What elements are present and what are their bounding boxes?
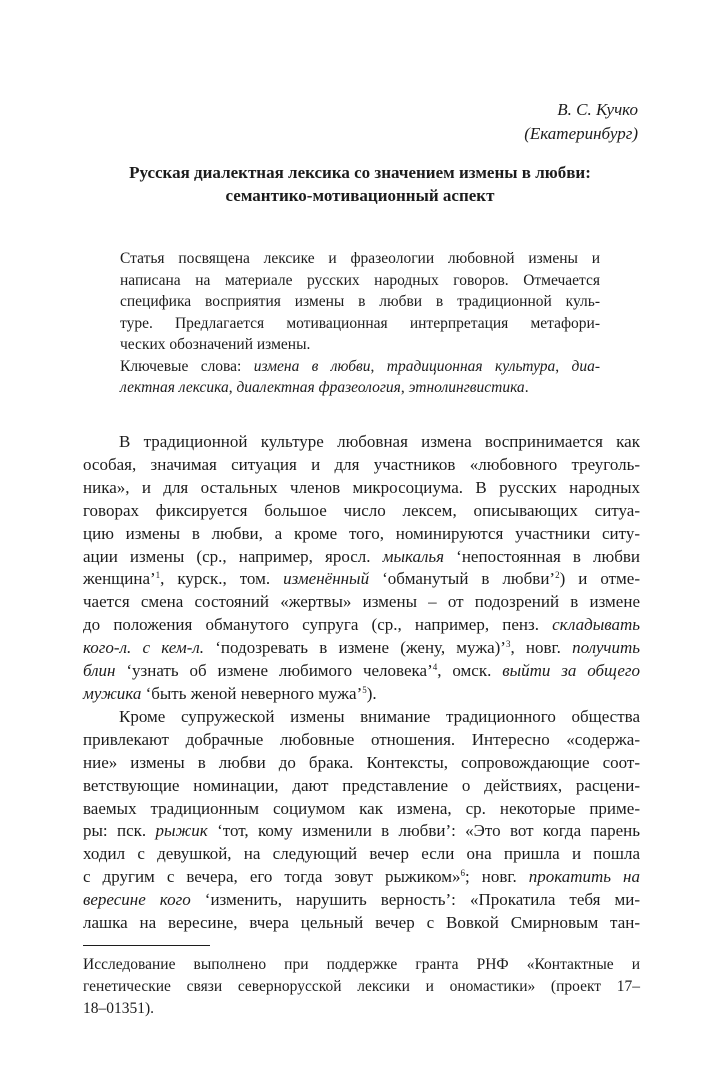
term: прокатить на bbox=[528, 867, 640, 887]
text-run: ‘подозревать в измене (жену, мужа)’ bbox=[204, 638, 506, 658]
term: кого-л. с кем-л. bbox=[83, 638, 205, 658]
separator: , bbox=[555, 357, 572, 375]
keyword: этнолингвистика bbox=[408, 379, 525, 396]
body-line bbox=[83, 614, 640, 637]
keyword: измена в любви bbox=[253, 357, 371, 375]
body-line: чается смена состояний «жертвы» измены – от подозрений в измене bbox=[83, 592, 640, 612]
author-city: (Екатеринбург) bbox=[524, 124, 638, 143]
abstract-line: ческих обозначений измены. bbox=[120, 336, 311, 353]
keyword: традиционная культура bbox=[386, 357, 556, 375]
footnote bbox=[83, 954, 640, 1020]
text-run: , курск., том. bbox=[160, 569, 284, 589]
text-run: женщина’ bbox=[83, 569, 156, 589]
footnote-ref: 2 bbox=[555, 570, 560, 581]
body-line: лашка на вересине, вчера цельный вечер с Вовкой Смирновым тан- bbox=[83, 913, 640, 933]
body-line bbox=[83, 660, 640, 683]
term: выйти за общего bbox=[502, 661, 640, 681]
separator: , bbox=[400, 379, 409, 396]
footnote-ref: 1 bbox=[155, 570, 161, 581]
body-line: говорах фиксируется большое число лексем, описывающих ситуа- bbox=[83, 500, 640, 520]
body-line bbox=[83, 683, 640, 706]
text-run: ‘быть женой неверного мужа’ bbox=[141, 683, 363, 703]
text-run: ‘изменить, нарушить верность’: «Прокатила тебя ми- bbox=[190, 890, 640, 910]
abstract-line: Статья посвящена лексике и фразеологии любовной измены и bbox=[120, 250, 600, 267]
term: вересине кого bbox=[83, 890, 191, 910]
keywords-line bbox=[120, 377, 600, 399]
text-run: ) и отме- bbox=[559, 569, 640, 589]
term: блин bbox=[83, 661, 116, 681]
author-name: В. С. Кучко bbox=[557, 100, 638, 119]
abstract-line: туре. Предлагается мотивационная интерпретация метафори- bbox=[120, 314, 600, 332]
body-line: привлекают добрачные любовные отношения. Интересно «содержа- bbox=[83, 729, 640, 749]
footnote-ref: 5 bbox=[362, 684, 367, 695]
keyword: диалектная фразеология bbox=[236, 379, 401, 396]
body-line: В традиционной культуре любовная измена воспринимается как bbox=[119, 432, 640, 451]
text-run: ). bbox=[366, 683, 377, 703]
abstract bbox=[120, 248, 600, 399]
body-line: ветствующие номинации, дают представление о действиях, расцени- bbox=[83, 775, 640, 795]
footnote-line: генетические связи севернорусской лексики и ономастики» (проект 17– bbox=[83, 978, 640, 995]
title-line: семантико-мотивационный аспект bbox=[225, 186, 495, 205]
term: мужика bbox=[83, 683, 142, 703]
body-line: ваемых традиционным социумом как измена, ср. некоторые приме- bbox=[83, 798, 640, 818]
footnote-line: 18–01351). bbox=[83, 1000, 155, 1017]
keyword: диа- bbox=[571, 357, 601, 375]
footnote-ref: 3 bbox=[505, 639, 511, 650]
separator: , bbox=[370, 357, 387, 375]
text-run: ‘обманутый в любви’ bbox=[369, 569, 556, 589]
abstract-line: написана на материале русских народных говоров. Отмечается bbox=[120, 271, 600, 289]
body-line: особая, значимая ситуация и для участников «любовного треуголь- bbox=[83, 454, 640, 474]
term: мыкалья bbox=[382, 546, 445, 566]
body-line: ника», и для остальных членов микросоциума. В русских народных bbox=[83, 477, 640, 497]
body-text bbox=[83, 431, 640, 935]
body-line bbox=[83, 889, 640, 912]
separator: , bbox=[228, 379, 237, 396]
footnote-ref: 6 bbox=[460, 868, 466, 879]
footnote-ref: 4 bbox=[432, 662, 438, 673]
footnote-divider bbox=[83, 945, 210, 946]
term: рыжик bbox=[155, 821, 208, 841]
text-run: до положения обманутого супруга (ср., например, пенз. bbox=[83, 615, 553, 635]
abstract-line: специфика восприятия измены в любви в традиционной куль- bbox=[120, 293, 600, 310]
body-line bbox=[83, 568, 640, 591]
text-run: ‘тот, кому изменили в любви’: «Это вот когда парень bbox=[207, 821, 640, 841]
keywords-line bbox=[120, 356, 600, 378]
keyword: лектная лексика bbox=[120, 379, 229, 396]
text-run: ации измены (ср., например, яросл. bbox=[83, 546, 383, 566]
body-line bbox=[83, 866, 640, 889]
footnote-line: Исследование выполнено при поддержке гранта РНФ «Контактные и bbox=[83, 956, 640, 973]
body-line bbox=[83, 637, 640, 660]
term: получить bbox=[572, 638, 640, 658]
keywords-label: Ключевые слова: bbox=[120, 357, 254, 375]
article-title bbox=[80, 161, 640, 207]
body-line: цию измены в любви, а кроме того, номинируются участники ситу- bbox=[83, 523, 640, 543]
term: изменённый bbox=[283, 569, 370, 589]
text-run: ‘непостоянная в любви bbox=[444, 546, 640, 566]
body-line: Кроме супружеской измены внимание традиционного общества bbox=[119, 706, 640, 726]
separator: . bbox=[524, 379, 529, 396]
title-line: Русская диалектная лексика со значением измены в любви: bbox=[129, 163, 591, 182]
body-line: ние» измены в любви до брака. Контексты, сопровождающие соот- bbox=[83, 752, 640, 772]
text-run: ‘узнать об измене любимого человека’ bbox=[115, 661, 433, 681]
body-line: ходил с девушкой, на следующий вечер если она пришла и пошла bbox=[83, 844, 640, 864]
body-line bbox=[83, 546, 640, 569]
text-run: , новг. bbox=[510, 638, 573, 658]
body-line bbox=[83, 820, 640, 843]
term: складывать bbox=[552, 615, 640, 635]
text-run: ; новг. bbox=[465, 867, 529, 887]
text-run: ры: пск. bbox=[83, 821, 156, 841]
author-block bbox=[524, 98, 638, 146]
text-run: с другим с вечера, его тогда зовут рыжиком» bbox=[83, 867, 461, 887]
text-run: , омск. bbox=[437, 661, 503, 681]
